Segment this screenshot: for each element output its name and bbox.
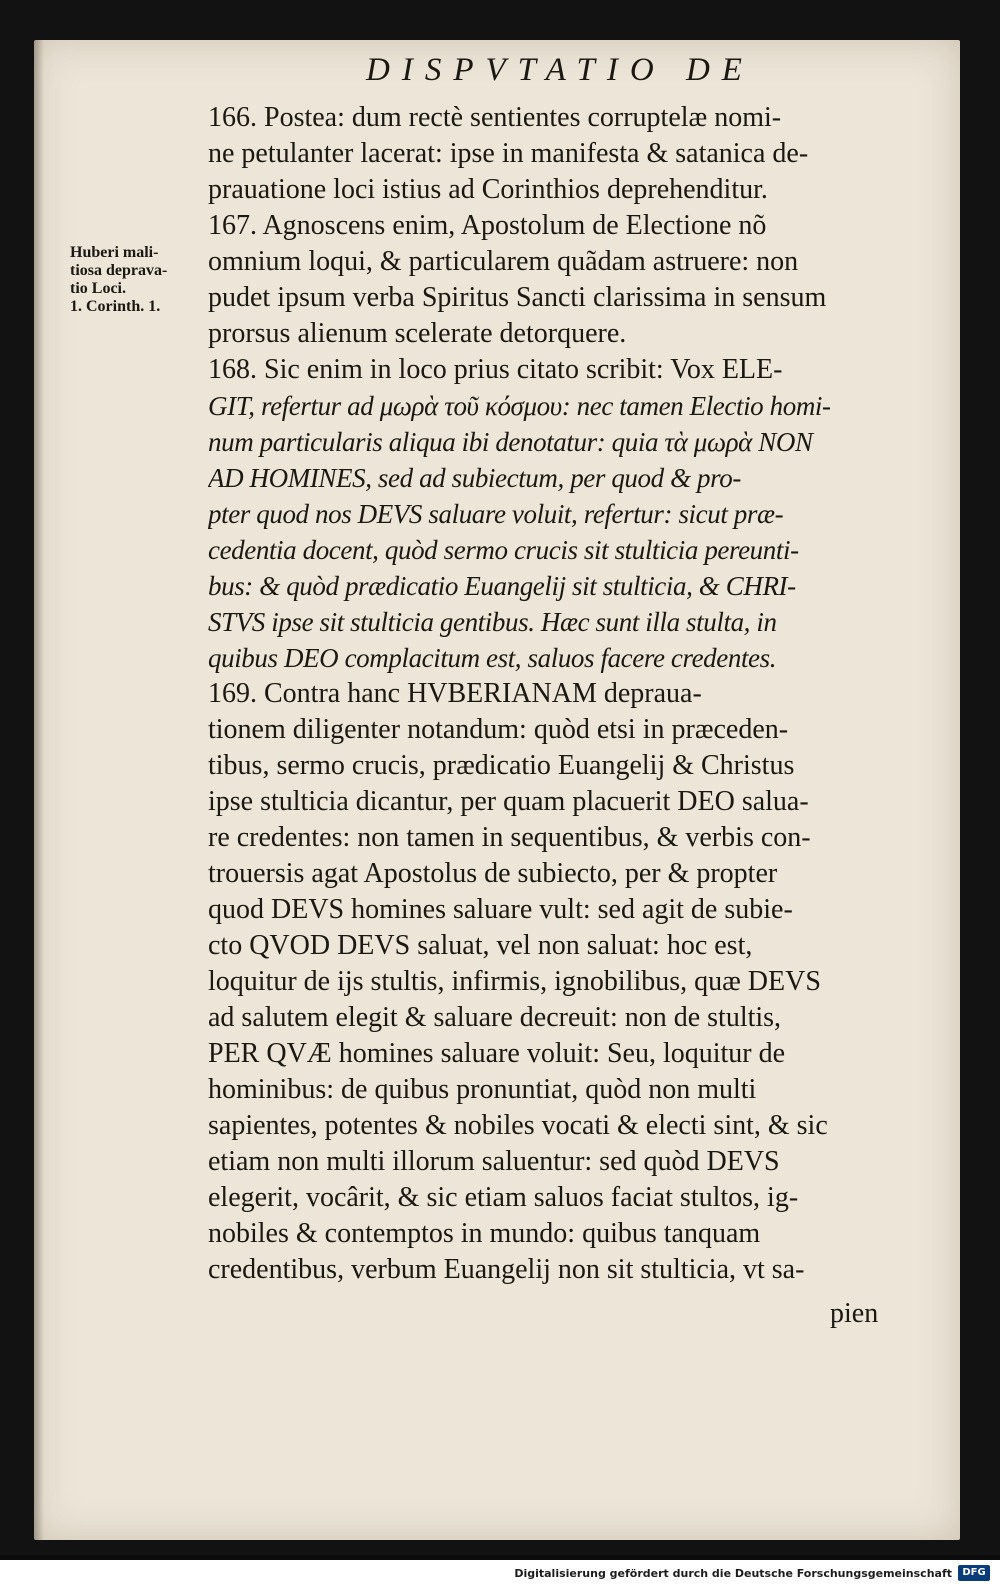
text-line: pter quod nos DEVS saluare voluit, refertur: sicut præ- <box>208 499 784 529</box>
text-line: quibus DEO complacitum est, saluos facere credentes. <box>208 643 777 673</box>
text-line: 166. Postea: dum rectè sentientes corruptelæ nomi- <box>208 102 782 133</box>
margin-note-line: tio Loci. <box>70 280 126 297</box>
text-line: tibus, sermo crucis, prædicatio Euangelij & Christus <box>208 750 795 781</box>
text-line: ne petulanter lacerat: ipse in manifesta & satanica de- <box>208 138 809 169</box>
body-text <box>208 100 920 1288</box>
text-line: GIT, refertur ad μωρὰ τοῦ κόσμου: nec tamen Electio homi- <box>208 391 831 421</box>
text-line: 168. Sic enim in loco prius citato scribit: Vox ELE- <box>208 354 783 385</box>
text-line: etiam non multi illorum saluentur: sed quòd DEVS <box>208 1146 780 1177</box>
text-line: 169. Contra hanc HVBERIANAM deprauа- <box>208 678 702 709</box>
running-head: DISPVTATIO DE <box>366 52 754 88</box>
text-line: loquitur de ijs stultis, infirmis, ignobilibus, quæ DEVS <box>208 966 821 997</box>
text-line: cedentia docent, quòd sermo crucis sit stulticia pereunti- <box>208 535 799 565</box>
text-line: trouersis agat Apostolus de subiecto, per & propter <box>208 858 778 889</box>
catchword: pien <box>830 1298 879 1329</box>
text-line: quod DEVS homines saluare vult: sed agit de subie- <box>208 894 793 925</box>
text-line: cto QVOD DEVS saluat, vel non saluat: hoc est, <box>208 930 753 961</box>
text-line: bus: & quòd prædicatio Euangelij sit stulticia, & CHRI- <box>208 571 796 601</box>
text-line: tionem diligenter notandum: quòd etsi in præceden- <box>208 714 789 745</box>
margin-note-line: tiosa deprava- <box>70 262 168 279</box>
page-gutter-shadow <box>34 40 44 1540</box>
text-line: elegerit, vocârit, & sic etiam saluos faciat stultos, ig- <box>208 1182 799 1213</box>
text-line: ipse stulticia dicantur, per quam placuerit DEO salua- <box>208 786 809 817</box>
text-line: sapientes, potentes & nobiles vocati & electi sint, & sic <box>208 1110 828 1141</box>
margin-note-line: Huberi mali- <box>70 244 159 261</box>
text-line: num particularis aliqua ibi denotatur: quia τὰ μωρὰ NON <box>208 427 813 457</box>
text-line: omnium loqui, & particularem quãdam astruere: non <box>208 246 799 277</box>
margin-note-line: 1. Corinth. 1. <box>70 298 161 315</box>
text-line: PER QVÆ homines saluare voluit: Seu, loquitur de <box>208 1038 786 1069</box>
margin-note <box>70 244 200 316</box>
text-line: hominibus: de quibus pronuntiat, quòd non multi <box>208 1074 757 1105</box>
footer-bar <box>0 1560 1000 1588</box>
text-line: credentibus, verbum Euangelij non sit stulticia, vt sa- <box>208 1254 805 1285</box>
text-line: STVS ipse sit stulticia gentibus. Hæc sunt illa stulta, in <box>208 607 777 637</box>
dfg-logo: DFG <box>958 1565 990 1581</box>
funding-notice: Digitalisierung gefördert durch die Deutsche Forschungsgemeinschaft <box>514 1567 952 1580</box>
text-line: nobiles & contemptos in mundo: quibus tanquam <box>208 1218 761 1249</box>
text-line: prauatione loci istius ad Corinthios deprehenditur. <box>208 174 768 205</box>
text-line: AD HOMINES, sed ad subiectum, per quod & pro- <box>208 463 741 493</box>
text-line: re credentes: non tamen in sequentibus, & verbis con- <box>208 822 811 853</box>
text-line: pudet ipsum verba Spiritus Sancti clarissima in sensum <box>208 282 827 313</box>
text-line: ad salutem elegit & saluare decreuit: non de stultis, <box>208 1002 782 1033</box>
text-line: 167. Agnoscens enim, Apostolum de Electione nõ <box>208 210 767 241</box>
text-line: prorsus alienum scelerate detorquere. <box>208 318 627 349</box>
